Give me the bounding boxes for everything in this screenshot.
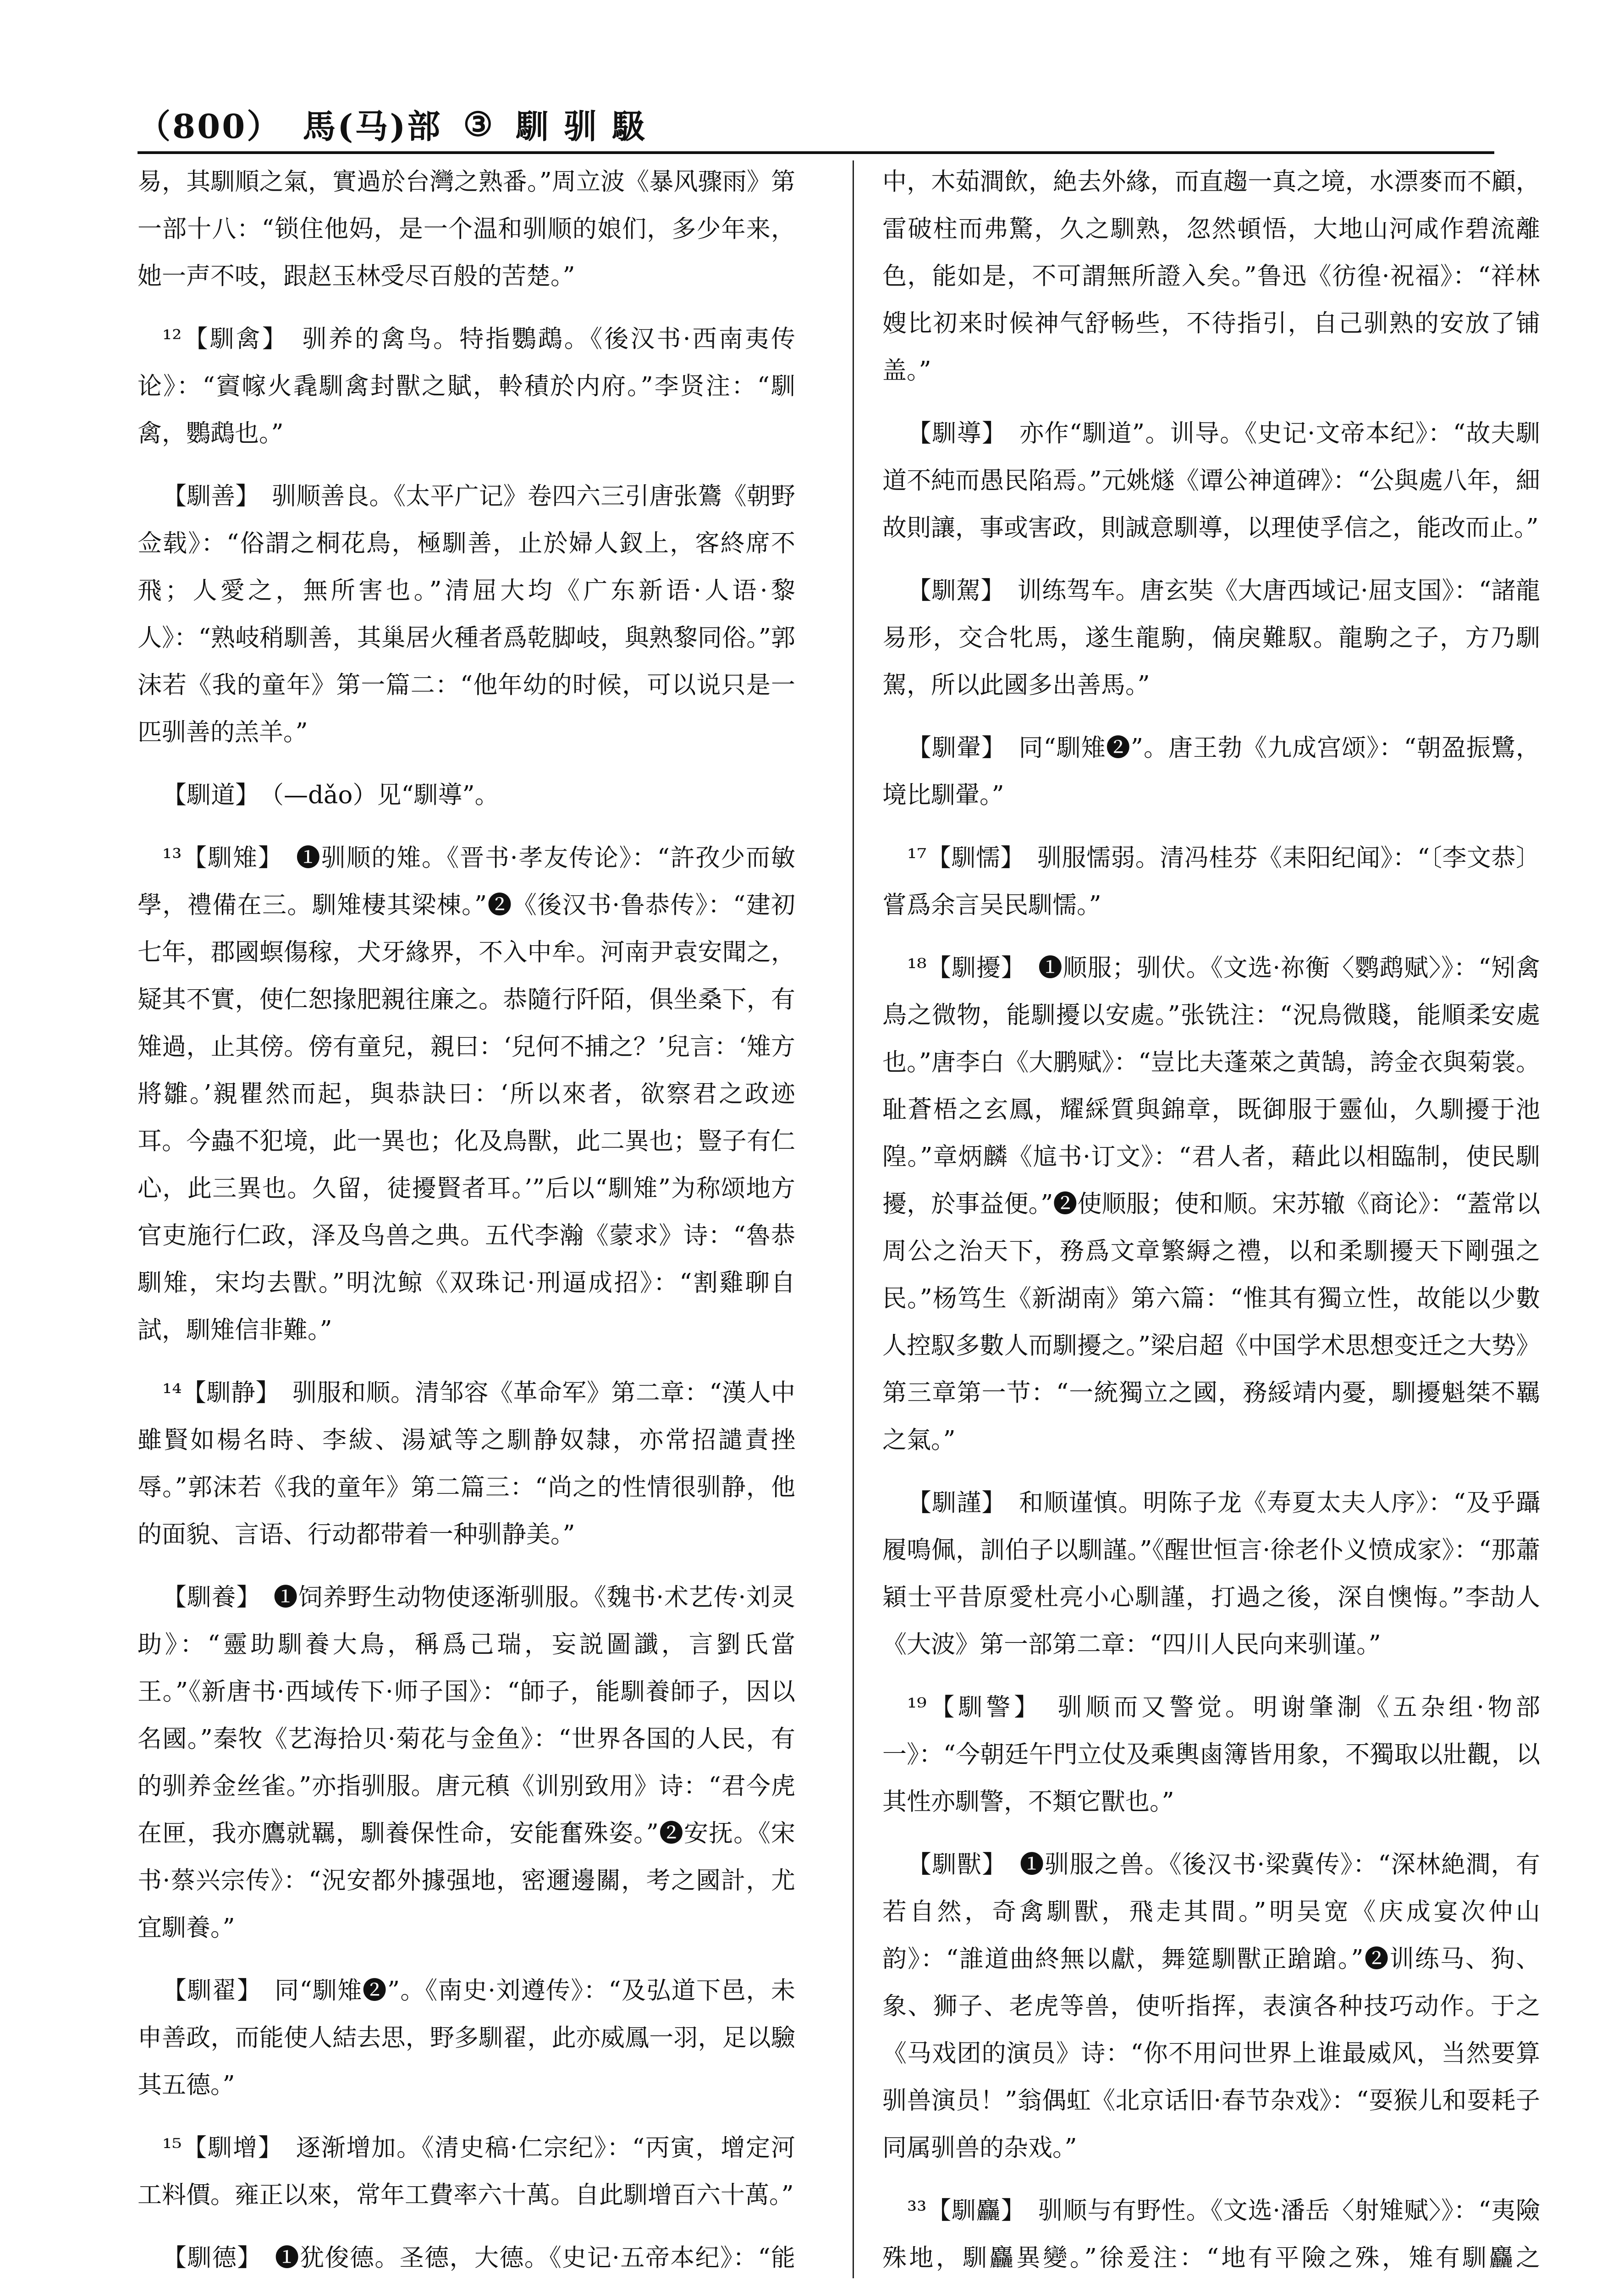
entry-paragraph: ¹⁵【馴增】 逐渐增加。《清史稿·仁宗纪》：“丙寅，增定河工料價。雍正以來，常年工費率六十萬。自此馴增百六十萬。” bbox=[138, 2134, 795, 2209]
entry-paragraph: 【馴翟】 同“馴雉❷”。《南史·刘遵传》：“及弘道下邑，未申善政，而能使人結去思，野多馴翟，此亦威鳳一羽，足以驗其五德。” bbox=[138, 1977, 795, 2099]
entry-paragraph: ¹⁷【馴懦】 驯服懦弱。清冯桂芬《耒阳纪闻》：“〔李文恭〕嘗爲余言吴民馴懦。” bbox=[882, 844, 1540, 919]
radical-label: 馬(马)部 bbox=[303, 107, 442, 146]
header-rule bbox=[138, 151, 1494, 154]
header-characters: 馴 驯 馺 bbox=[515, 107, 647, 146]
entry-paragraph: 易，其馴順之氣，實過於台灣之熟番。”周立波《暴风骤雨》第一部十八：“锁住他妈，是一个温和驯顺的娘们，多少年来，她一声不吱，跟赵玉林受尽百般的苦楚。” bbox=[138, 168, 795, 290]
entry-paragraph: ¹²【馴禽】 驯养的禽鸟。特指鸚鵡。《後汉书·西南夷传论》：“賨幏火毳馴禽封獸之賦，軨積於内府。”李贤注：“馴禽，鸚鵡也。” bbox=[138, 325, 795, 447]
entry-paragraph: ³³【馴麤】 驯顺与有野性。《文选·潘岳〈射雉赋〉》：“夷險殊地，馴麤異變。”徐爰注：“地有平險之殊，雉有馴麤之 bbox=[882, 2197, 1540, 2272]
entry-paragraph: ¹⁹【馴警】 驯顺而又警觉。明谢肇淛《五杂组·物部一》：“今朝廷午門立仗及乘輿鹵簿皆用象，不獨取以壯觀，以其性亦馴警，不類它獸也。” bbox=[882, 1693, 1540, 1816]
entry-paragraph: 中，木茹澗飲，絶去外緣，而直趨一真之境，水漂麥而不顧，雷破柱而弗驚，久之馴熟，忽然頓悟，大地山河咸作碧流離色，能如是，不可謂無所證入矣。”鲁迅《彷徨·祝福》：“祥林嫂比初来时候神气舒畅些，不待指引，自己驯熟的安放了铺盖。” bbox=[882, 168, 1540, 385]
column-divider bbox=[853, 160, 854, 2278]
entry-paragraph: 【馴獸】 ❶驯服之兽。《後汉书·梁冀传》：“深林絶澗，有若自然，奇禽馴獸，飛走其間。”明吴宽《庆成宴次仲山韵》：“誰道曲終無以獻，舞筵馴獸正蹌蹌。”❷训练马、狗、象、狮子、老虎等兽，使听指挥，表演各种技巧动作。于之《马戏团的演员》诗：“你不用问世界上谁最威风，当然要算驯兽演员！”翁偶虹《北京话旧·春节杂戏》：“耍猴儿和耍耗子同属驯兽的杂戏。” bbox=[882, 1851, 1540, 2162]
left-column bbox=[138, 158, 795, 2285]
entry-paragraph: ¹⁸【馴擾】 ❶顺服；驯伏。《文选·祢衡〈鹦鹉赋〉》：“矧禽鳥之微物，能馴擾以安處。”张铣注：“況鳥微賤，能順柔安處也。”唐李白《大鹏赋》：“豈比夫蓬萊之黄鵠，誇金衣與菊裳。耻蒼梧之玄鳳，耀綵質與錦章，既御服于靈仙，久馴擾于池隍。”章炳麟《訄书·订文》：“君人者，藉此以相臨制，使民馴擾，於事益便。”❷使顺服；使和顺。宋苏辙《商论》：“蓋常以周公之治天下，務爲文章繁縟之禮，以和柔馴擾天下剛强之民。”杨笃生《新湖南》第六篇：“惟其有獨立性，故能以少數人控馭多數人而馴擾之。”梁启超《中国学术思想变迁之大势》第三章第一节：“一統獨立之國，務綏靖内憂，馴擾魁桀不羈之氣。” bbox=[882, 954, 1540, 1454]
entry-paragraph: ¹⁴【馴静】 驯服和顺。清邹容《革命军》第二章：“漢人中雖賢如楊名時、李紱、湯斌等之馴静奴隸，亦常招譴責挫辱。”郭沫若《我的童年》第二篇三：“尚之的性情很驯静，他的面貌、言语、行动都带着一种驯静美。” bbox=[138, 1379, 795, 1548]
entry-paragraph: 【馴導】 亦作“馴道”。训导。《史记·文帝本纪》：“故夫馴道不純而愚民陷焉。”元姚燧《谭公神道碑》：“公與處八年，細故則讓，事或害政，則誠意馴導，以理使孚信之，能改而止。” bbox=[882, 419, 1540, 542]
entry-paragraph: 【馴翬】 同“馴雉❷”。唐王勃《九成宫颂》：“朝盈振鷺，境比馴翬。” bbox=[882, 734, 1540, 809]
page-number: （800） bbox=[138, 107, 282, 146]
right-column bbox=[882, 158, 1540, 2285]
entry-paragraph: 【馴駕】 训练驾车。唐玄奘《大唐西域记·屈支国》：“諸龍易形，交合牝馬，遂生龍駒，㑲戾難馭。龍駒之子，方乃馴駕，所以此國多出善馬。” bbox=[882, 577, 1540, 699]
entry-paragraph: 【馴善】 驯顺善良。《太平广记》卷四六三引唐张鷟《朝野佥载》：“俗謂之桐花鳥，極馴善，止於婦人釵上，客終席不飛；人愛之，無所害也。”清屈大均《广东新语·人语·黎人》：“熟岐稍馴善，其巢居火種者爲乾脚岐，與熟黎同俗。”郭沫若《我的童年》第一篇二：“他年幼的时候，可以说只是一匹驯善的羔羊。” bbox=[138, 482, 795, 746]
page-header bbox=[138, 99, 1494, 149]
entry-paragraph: 【馴德】 ❶犹俊德。圣德，大德。《史记·五帝本纪》：“能 bbox=[162, 2244, 795, 2272]
entry-paragraph: 【馴謹】 和顺谨慎。明陈子龙《寿夏太夫人序》：“及乎躡履鳴佩，訓伯子以馴謹。”《醒世恒言·徐老仆义愤成家》：“那蕭穎士平昔原愛杜亮小心馴謹，打過之後，深自懊悔。”李劼人《大波》第一部第二章：“四川人民向来驯谨。” bbox=[882, 1489, 1540, 1658]
entry-paragraph: ¹³【馴雉】 ❶驯顺的雉。《晋书·孝友传论》：“許孜少而敏學，禮備在三。馴雉棲其梁棟。”❷《後汉书·鲁恭传》：“建初七年，郡國螟傷稼，犬牙緣界，不入中牟。河南尹袁安聞之，疑其不實，使仁恕掾肥親往廉之。恭隨行阡陌，俱坐桑下，有雉過，止其傍。傍有童兒，親曰：‘兒何不捕之？’兒言：‘雉方將雛。’親瞿然而起，與恭訣曰：‘所以來者，欲察君之政迹耳。今蟲不犯境，此一異也；化及鳥獸，此二異也；豎子有仁心，此三異也。久留，徒擾賢者耳。’”后以“馴雉”为称颂地方官吏施行仁政，泽及鸟兽之典。五代李瀚《蒙求》诗：“魯恭馴雉，宋均去獸。”明沈鲸《双珠记·刑逼成招》：“割雞聊自試，馴雉信非難。” bbox=[138, 844, 795, 1344]
entry-paragraph: 【馴道】 （—dǎo）见“馴導”。 bbox=[162, 781, 499, 809]
stroke-index: ③ bbox=[463, 104, 495, 143]
entry-paragraph: 【馴養】 ❶饲养野生动物使逐渐驯服。《魏书·术艺传·刘灵助》：“靈助馴養大鳥，稱爲己瑞，妄説圖讖，言劉氏當王。”《新唐书·西域传下·师子国》：“師子，能馴養師子，因以名國。”秦牧《艺海拾贝·菊花与金鱼》：“世界各国的人民，有的驯养金丝雀。”亦指驯服。唐元稹《训别致用》诗：“君今虎在匣，我亦鷹就羈，馴養保性命，安能奮殊姿。”❷安抚。《宋书·蔡兴宗传》：“況安都外據强地，密邇邊關，考之國計，尤宜馴養。” bbox=[138, 1583, 795, 1942]
